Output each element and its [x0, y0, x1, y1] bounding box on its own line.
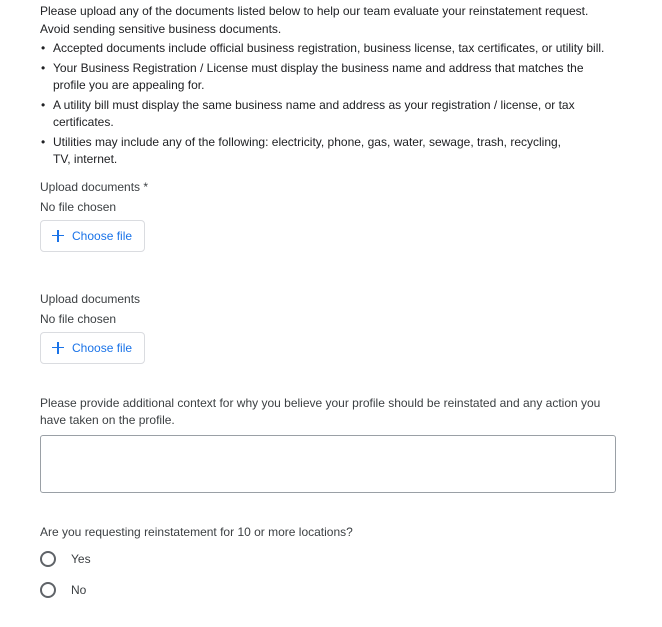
- list-item: [40, 134, 620, 169]
- context-section: [40, 395, 620, 493]
- choose-file-label: Choose file: [72, 228, 133, 243]
- requirements-list: [40, 40, 620, 169]
- bullet-dot: •: [41, 60, 46, 75]
- list-item-text: A utility bill must display the same business name and address as your registration / license, or tax certificates.: [53, 97, 575, 129]
- list-item: [40, 60, 620, 95]
- list-item: [40, 97, 620, 132]
- upload-documents-required: [40, 179, 620, 252]
- upload-label: Upload documents *: [40, 179, 149, 194]
- radio-option-no[interactable]: [40, 580, 620, 600]
- reinstatement-form: [40, 2, 620, 600]
- choose-file-button[interactable]: [40, 332, 145, 364]
- upload-label: Upload documents: [40, 291, 141, 306]
- list-item-text: Accepted documents include official business registration, business license, tax certificates, or utility bill.: [53, 41, 605, 55]
- radio-button[interactable]: [40, 582, 56, 598]
- list-item: [40, 40, 620, 58]
- upload-documents-optional: [40, 291, 620, 364]
- file-status: No file chosen: [40, 311, 117, 326]
- context-label: Please provide additional context for why you believe your profile should be reinstated and any action you have taken on the profile.: [40, 395, 601, 427]
- intro-text: Please upload any of the documents listed below to help our team evaluate your reinstatement request. Avoid sending sensitive business documents.: [40, 4, 589, 36]
- plus-icon: [52, 230, 64, 242]
- plus-icon: [52, 342, 64, 354]
- list-item-text: Your Business Registration / License must display the business name and address that matches the profile you are appealing for.: [53, 60, 584, 92]
- list-item-text: Utilities may include any of the following: electricity, phone, gas, water, sewage, trash, recycling, TV, internet.: [53, 134, 562, 166]
- radio-option-yes[interactable]: [40, 549, 620, 569]
- bullet-dot: •: [41, 134, 46, 149]
- locations-question: [40, 524, 620, 600]
- choose-file-label: Choose file: [72, 340, 133, 355]
- bullet-dot: •: [41, 41, 46, 55]
- bullet-dot: •: [41, 97, 46, 112]
- radio-button[interactable]: [40, 551, 56, 567]
- radio-label-yes: Yes: [71, 551, 91, 566]
- choose-file-button[interactable]: [40, 220, 145, 252]
- file-status: No file chosen: [40, 199, 117, 214]
- question-label: Are you requesting reinstatement for 10 or more locations?: [40, 524, 353, 539]
- radio-label-no: No: [71, 582, 87, 597]
- context-textarea[interactable]: [40, 435, 616, 493]
